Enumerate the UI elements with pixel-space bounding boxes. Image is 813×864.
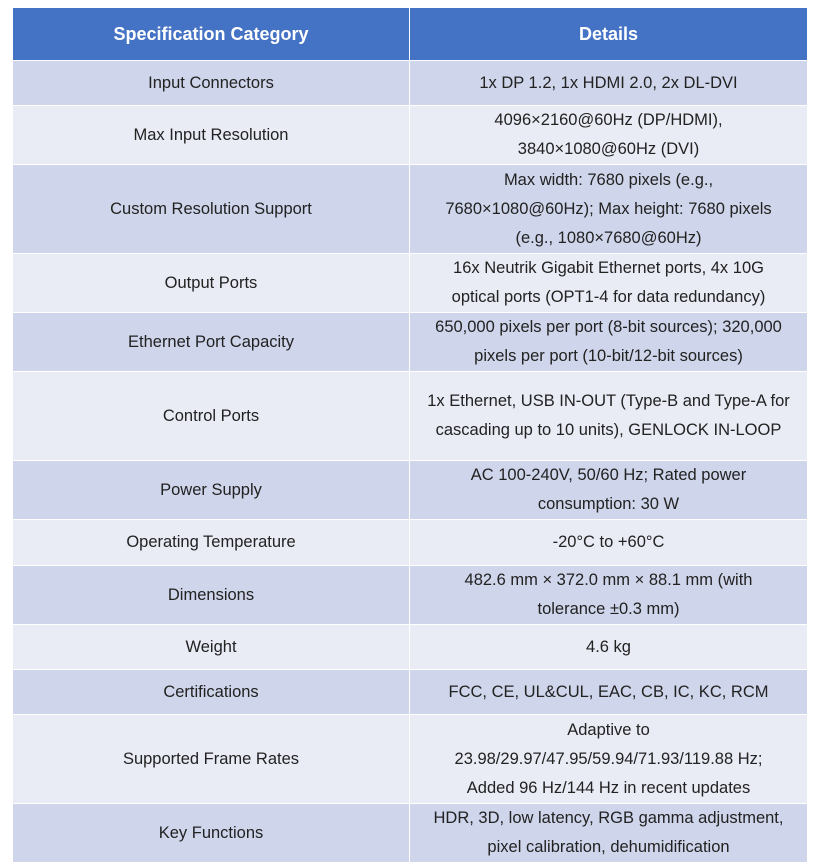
row-category: Key Functions (13, 804, 410, 863)
row-category: Power Supply (13, 461, 410, 520)
table-row (13, 625, 808, 670)
spec-table-container (12, 7, 807, 863)
row-details: AC 100-240V, 50/60 Hz; Rated power consumption: 30 W (410, 461, 808, 520)
row-details: -20°C to +60°C (410, 520, 808, 566)
row-category: Input Connectors (13, 61, 410, 106)
row-category: Supported Frame Rates (13, 715, 410, 804)
row-category: Custom Resolution Support (13, 165, 410, 254)
table-header-row (13, 8, 808, 61)
row-details: Adaptive to 23.98/29.97/47.95/59.94/71.93/119.88 Hz; Added 96 Hz/144 Hz in recent updates (410, 715, 808, 804)
table-row (13, 520, 808, 566)
table-row (13, 670, 808, 715)
row-details: 1x DP 1.2, 1x HDMI 2.0, 2x DL-DVI (410, 61, 808, 106)
table-row (13, 165, 808, 254)
row-category: Control Ports (13, 372, 410, 461)
row-category: Output Ports (13, 254, 410, 313)
header-details: Details (410, 8, 808, 61)
row-details: 1x Ethernet, USB IN-OUT (Type-B and Type-A for cascading up to 10 units), GENLOCK IN-LOOP (410, 372, 808, 461)
row-details: 650,000 pixels per port (8-bit sources); 320,000 pixels per port (10-bit/12-bit sources) (410, 313, 808, 372)
row-details: HDR, 3D, low latency, RGB gamma adjustment, pixel calibration, dehumidification (410, 804, 808, 863)
row-details: FCC, CE, UL&CUL, EAC, CB, IC, KC, RCM (410, 670, 808, 715)
table-row (13, 566, 808, 625)
table-row (13, 61, 808, 106)
table-row (13, 254, 808, 313)
spec-table (12, 7, 808, 863)
header-category: Specification Category (13, 8, 410, 61)
row-details: Max width: 7680 pixels (e.g., 7680×1080@60Hz); Max height: 7680 pixels (e.g., 1080×7680@60Hz) (410, 165, 808, 254)
row-details: 4.6 kg (410, 625, 808, 670)
table-row (13, 372, 808, 461)
row-details: 16x Neutrik Gigabit Ethernet ports, 4x 10G optical ports (OPT1-4 for data redundancy) (410, 254, 808, 313)
row-category: Weight (13, 625, 410, 670)
row-category: Operating Temperature (13, 520, 410, 566)
row-category: Certifications (13, 670, 410, 715)
row-details: 482.6 mm × 372.0 mm × 88.1 mm (with tolerance ±0.3 mm) (410, 566, 808, 625)
row-category: Max Input Resolution (13, 106, 410, 165)
row-category: Ethernet Port Capacity (13, 313, 410, 372)
row-category: Dimensions (13, 566, 410, 625)
table-row (13, 106, 808, 165)
table-row (13, 804, 808, 863)
table-row (13, 313, 808, 372)
table-row (13, 715, 808, 804)
table-row (13, 461, 808, 520)
row-details: 4096×2160@60Hz (DP/HDMI), 3840×1080@60Hz (DVI) (410, 106, 808, 165)
